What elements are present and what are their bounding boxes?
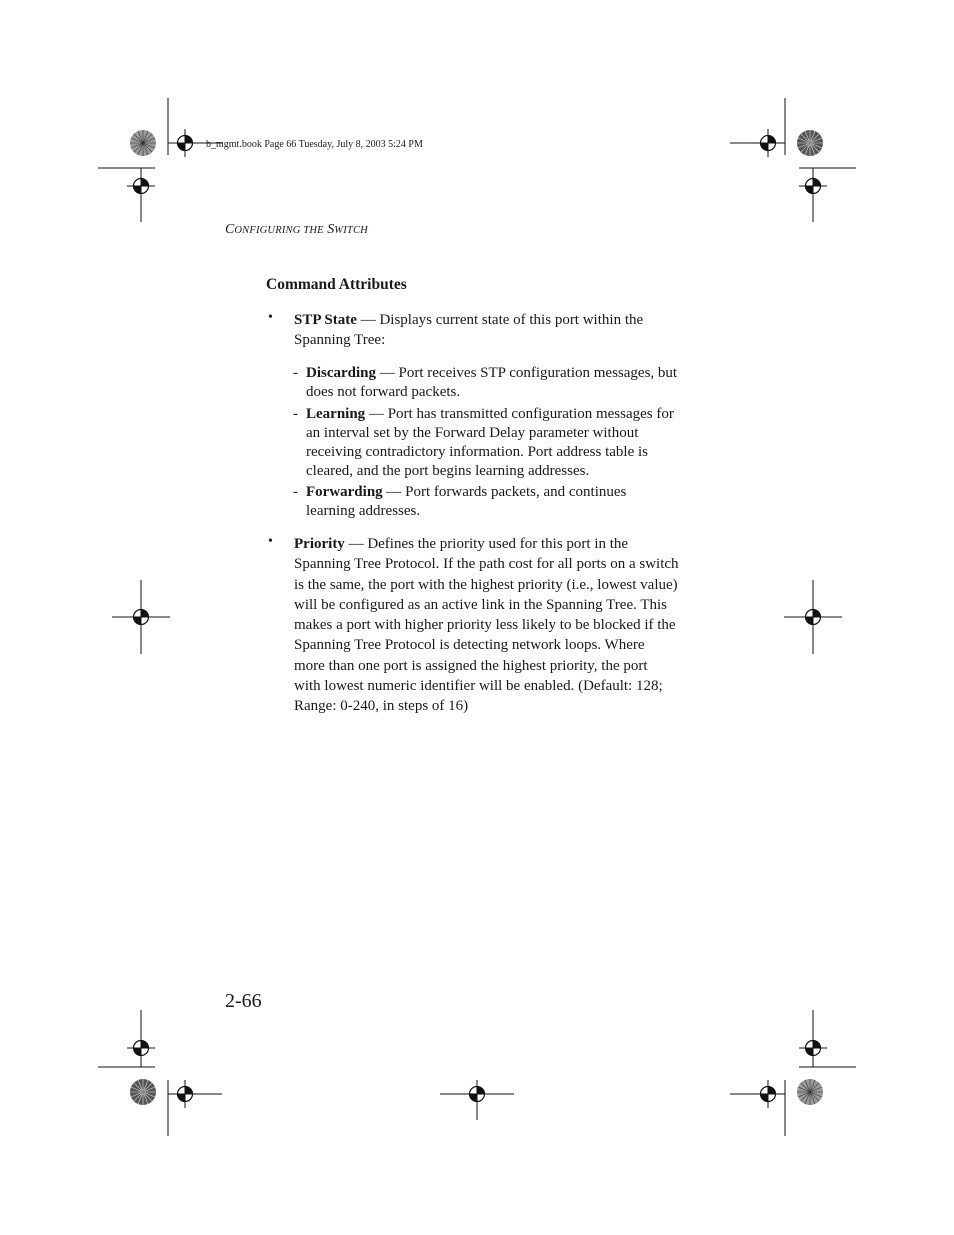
running-head: CONFIGURING THE SWITCH [225, 222, 368, 237]
learning-item: Learning — Port has transmitted configuration messages for an interval set by the Forward Delay parameter without receiving contradictory information. Port address table is cleared, and the port begins learning addresses. [306, 406, 674, 479]
bullet-icon: • [268, 310, 273, 325]
priority-item: Priority — Defines the priority used for this port in the Spanning Tree Protocol. If the path cost for all ports on a switch is the same, the port with the highest priority (i.e., lowest value) will be configured as an active link in the Spanning Tree. This makes a port with higher priority less likely to be blocked if the Spanning Tree Protocol is detecting network loops. Where more than one port is assigned the highest priority, the port with lowest numeric identifier will be enabled. (Default: 128; Range: 0-240, in steps of 16) [294, 536, 679, 715]
print-slug: b_mgmt.book Page 66 Tuesday, July 8, 2003 5:24 PM [206, 139, 423, 150]
forwarding-item: Forwarding — Port forwards packets, and continues learning addresses. [306, 484, 627, 519]
dash-marker: - [293, 365, 298, 381]
discarding-term: Discarding [306, 365, 377, 381]
discarding-item: Discarding — Port receives STP configuration messages, but does not forward packets. [306, 365, 678, 400]
dash-marker: - [293, 406, 298, 422]
page-number: 2-66 [225, 990, 262, 1012]
priority-term: Priority [294, 536, 345, 552]
stp-state-term: STP State [294, 312, 357, 328]
section-title: Command Attributes [266, 276, 407, 293]
dash-marker: - [293, 484, 298, 500]
learning-term: Learning [306, 406, 366, 422]
forwarding-term: Forwarding [306, 484, 383, 500]
bullet-icon: • [268, 534, 273, 549]
stp-state-item: STP State — Displays current state of this port within the Spanning Tree: [294, 312, 644, 348]
